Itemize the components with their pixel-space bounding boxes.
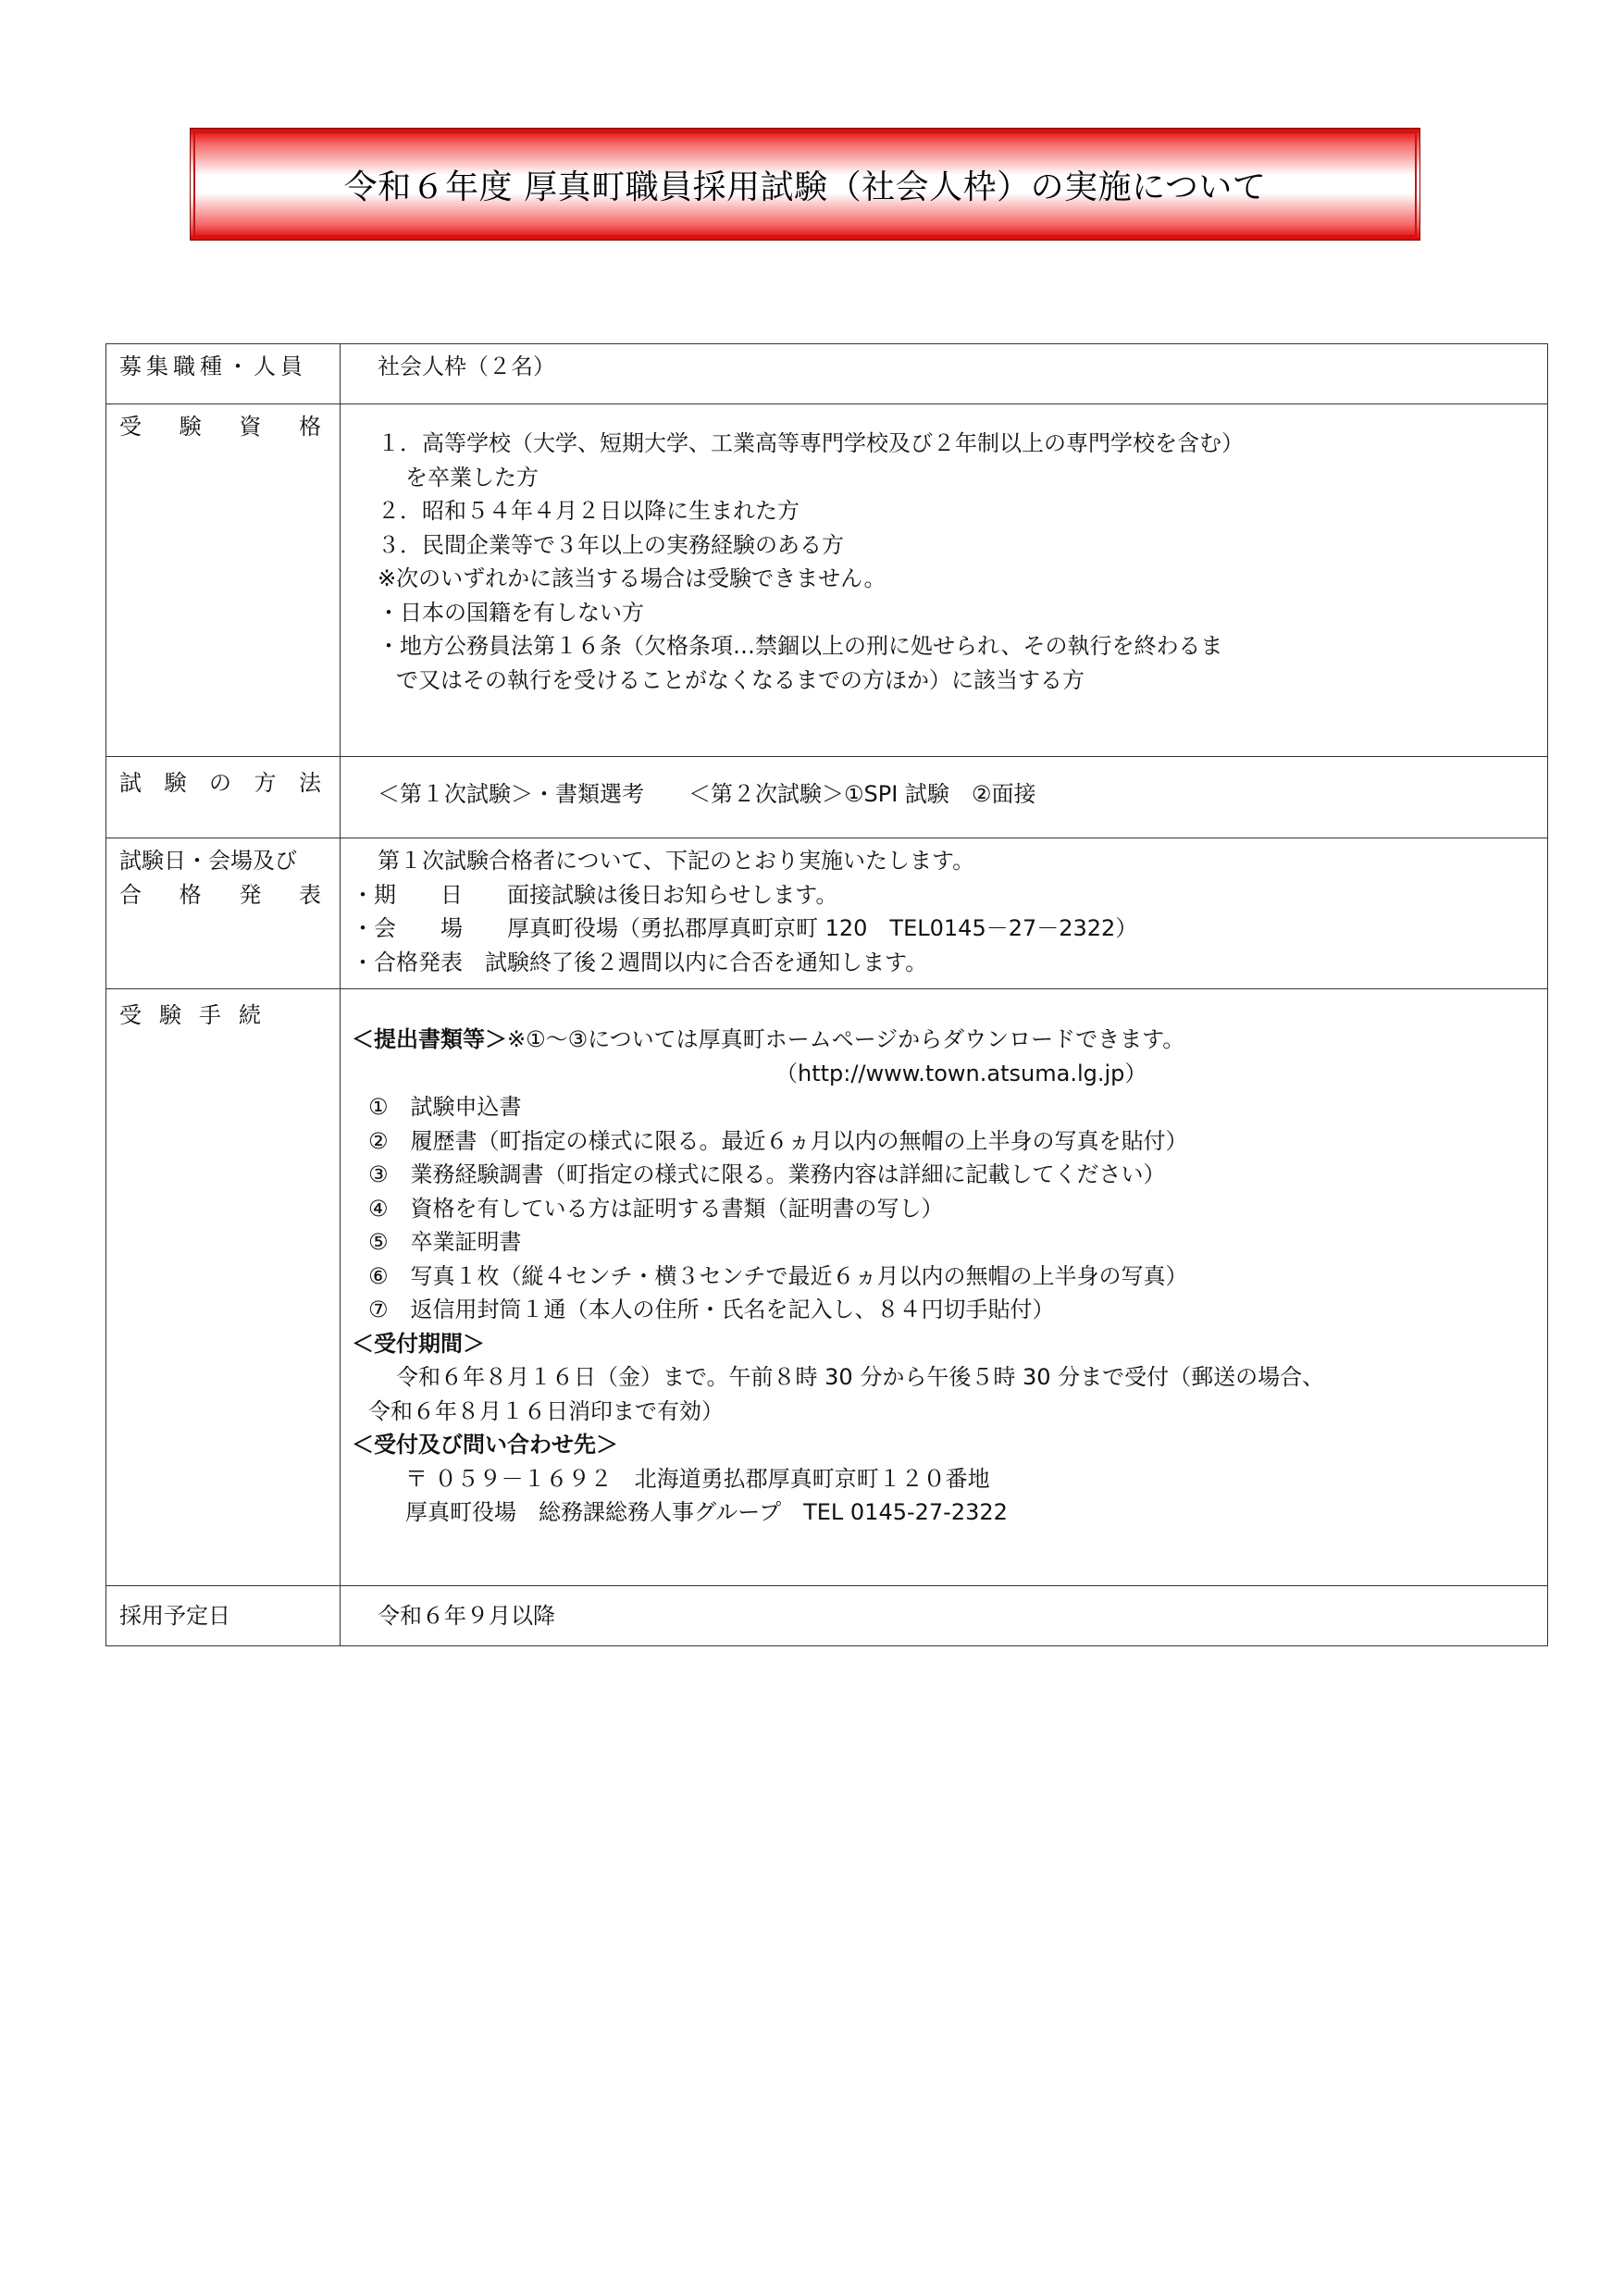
- value-method: [341, 757, 1548, 838]
- label-eligibility: 受 験 資 格: [106, 404, 341, 757]
- docs-note: ※①～③については厚真町ホームページからダウンロードできます。: [507, 1026, 1185, 1052]
- table-row: [106, 344, 1548, 404]
- doc-item: ④ 資格を有している方は証明する書類（証明書の写し）: [368, 1195, 944, 1222]
- label-procedure: 受 験 手 続: [106, 989, 341, 1586]
- value-procedure: [341, 989, 1548, 1586]
- table-row: [106, 1586, 1548, 1646]
- recruit-value: 社会人枠（２名）: [378, 354, 555, 379]
- table-row: [106, 989, 1548, 1586]
- doc-item: ⑥ 写真１枚（縦４センチ・横３センチで最近６ヵ月以内の無帽の上半身の写真）: [368, 1262, 1188, 1289]
- eligibility-line: ※次のいずれかに該当する場合は受験できません。: [378, 565, 886, 591]
- value-eligibility: [341, 404, 1548, 757]
- page-title: 令和６年度 厚真町職員採用試験（社会人枠）の実施について: [343, 168, 1267, 206]
- period-line: 令和６年８月１６日消印まで有効）: [368, 1397, 724, 1424]
- hire-date-value: 令和６年９月以降: [378, 1603, 555, 1629]
- schedule-line: 第１次試験合格者について、下記のとおり実施いたします。: [378, 848, 975, 874]
- eligibility-line: １．高等学校（大学、短期大学、工業高等専門学校及び２年制以上の専門学校を含む）: [378, 430, 1244, 456]
- value-schedule: [341, 838, 1548, 989]
- eligibility-line: で又はその執行を受けることがなくなるまでの方ほか）に該当する方: [396, 666, 1085, 693]
- eligibility-line: ・日本の国籍を有しない方: [378, 599, 644, 626]
- eligibility-line: ２．昭和５４年４月２日以降に生まれた方: [378, 498, 800, 524]
- info-table: [105, 343, 1548, 1646]
- table-row: [106, 757, 1548, 838]
- method-value: ＜第１次試験＞・書類選考 ＜第２次試験＞①SPI 試験 ②面接: [378, 781, 1036, 807]
- label-recruit: 募集職種・人員: [106, 344, 341, 404]
- doc-item: ⑤ 卒業証明書: [368, 1229, 522, 1255]
- label-hire-date: 採用予定日: [106, 1586, 341, 1646]
- label-schedule: 試験日・会場及び 合 格 発 表: [106, 838, 341, 989]
- doc-item: ① 試験申込書: [368, 1094, 522, 1120]
- title-banner: [190, 128, 1420, 241]
- table-row: [106, 838, 1548, 989]
- contact-heading: ＜受付及び問い合わせ先＞: [352, 1432, 618, 1458]
- eligibility-line: を卒業した方: [405, 464, 539, 490]
- value-recruit: [341, 344, 1548, 404]
- eligibility-line: ３．民間企業等で３年以上の実務経験のある方: [378, 531, 844, 558]
- label-method: 試 験 の 方 法: [106, 757, 341, 838]
- homepage-url: （http://www.town.atsuma.lg.jp）: [775, 1060, 1147, 1086]
- doc-item: ③ 業務経験調書（町指定の様式に限る。業務内容は詳細に記載してください）: [368, 1161, 1166, 1187]
- docs-heading: ＜提出書類等＞: [352, 1026, 507, 1052]
- table-row: [106, 404, 1548, 757]
- schedule-line: ・合格発表 試験終了後２週間以内に合否を通知します。: [352, 949, 928, 975]
- doc-item: ⑦ 返信用封筒１通（本人の住所・氏名を記入し、８４円切手貼付）: [368, 1297, 1055, 1322]
- contact-line: 〒 ０５９－１６９２ 北海道勇払郡厚真町京町１２０番地: [405, 1465, 990, 1492]
- contact-line: 厚真町役場 総務課総務人事グループ TEL 0145-27-2322: [405, 1499, 1008, 1525]
- period-line: 令和６年８月１６日（金）まで。午前８時 30 分から午後５時 30 分まで受付（郵送の場合、: [396, 1364, 1325, 1390]
- doc-item: ② 履歴書（町指定の様式に限る。最近６ヵ月以内の無帽の上半身の写真を貼付）: [368, 1127, 1188, 1154]
- eligibility-line: ・地方公務員法第１６条（欠格条項…禁錮以上の刑に処せられ、その執行を終わるま: [378, 633, 1223, 659]
- schedule-line: ・期 日 面接試験は後日お知らせします。: [352, 881, 838, 908]
- period-heading: ＜受付期間＞: [352, 1330, 485, 1357]
- schedule-line: ・会 場 厚真町役場（勇払郡厚真町京町 120 TEL0145－27－2322）: [352, 915, 1138, 941]
- value-hire-date: [341, 1586, 1548, 1646]
